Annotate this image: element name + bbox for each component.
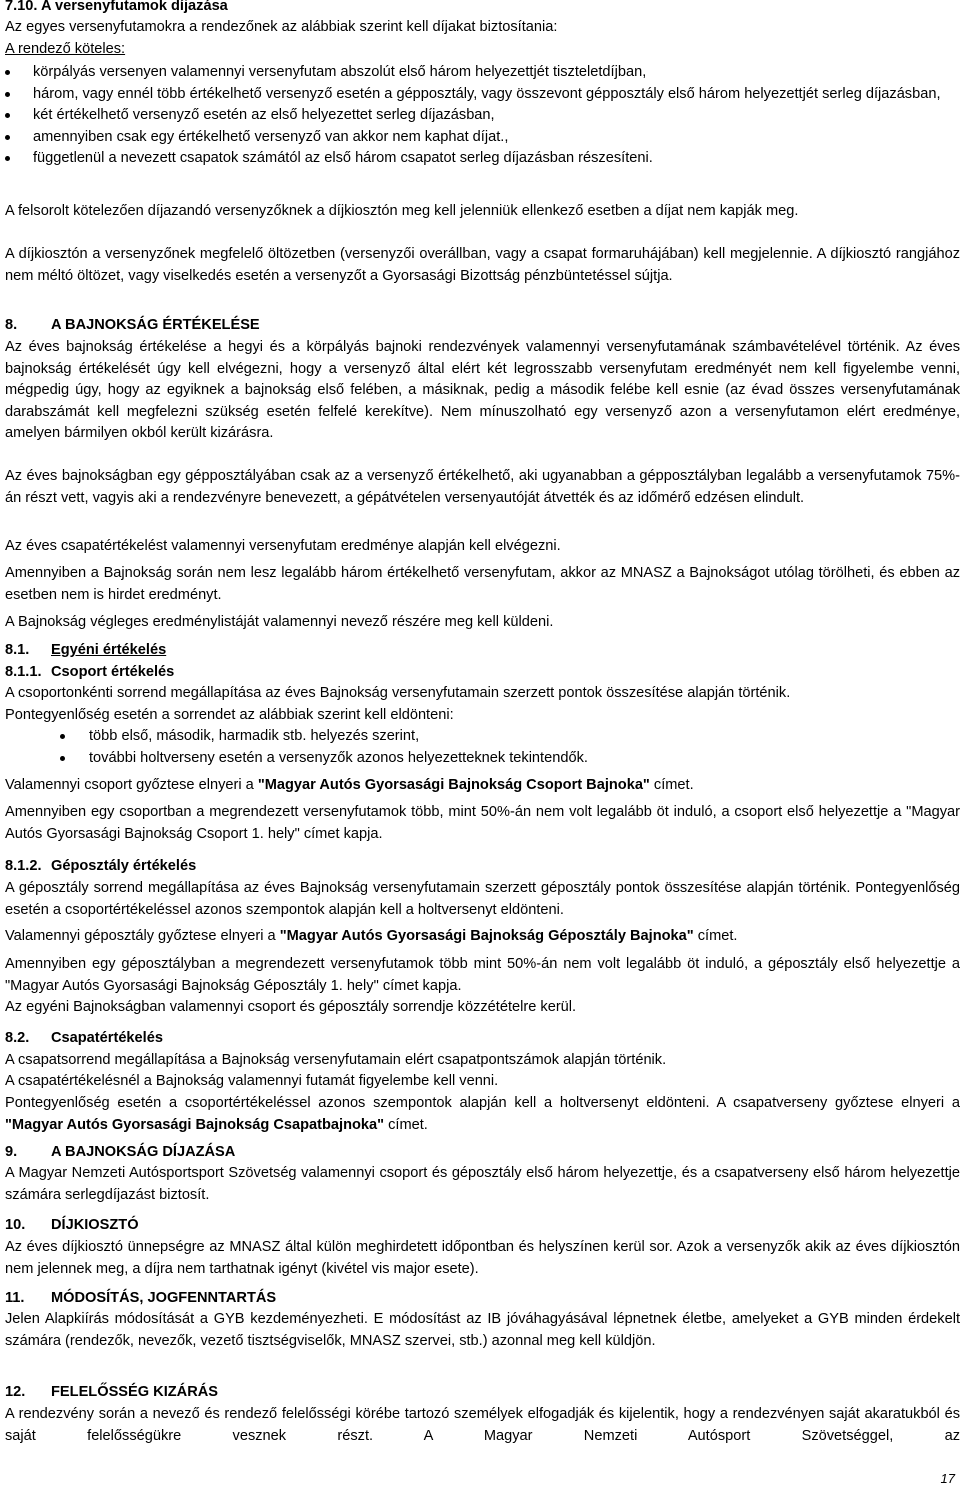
text-run: címet. bbox=[384, 1116, 428, 1133]
list-item: amennyiben csak egy értékelhető versenyző van akkor nem kaphat díjat., bbox=[5, 127, 960, 149]
text-run: Valamennyi géposztály győztese elnyeri a bbox=[5, 928, 280, 944]
list-item: függetlenül a nevezett csapatok számától az első három csapatot serleg díjazásban részesíteni. bbox=[5, 148, 960, 170]
section-8-2-paragraph: A csapatértékelésnél a Bajnokság valamennyi futamát figyelembe kell venni. bbox=[5, 1073, 499, 1089]
section-12-paragraph: A rendezvény során a nevező és rendező felelősségi körébe tartozó személyek elfogadják és kijelentik, hogy a rendezvényen saját akaratukból és saját felelősségükre vesznek részt. A Magyar Nemzeti Autósport Szövetséggel, az bbox=[5, 1406, 960, 1444]
section-8-paragraph: Az éves bajnokság értékelése a hegyi és a körpályás bajnoki rendezvények valamennyi versenyfutamának számbavételével történik. Az éves bajnokság értékelését úgy kell elvégezni, hogy a versenyző által elért két legrosszabb versenyfutam eredményét nem kell figyelembe venni, mégpedig úgy, hogy az egyiknek a bajnokság első felében, a másiknak, pedig a második felébe kell esnie (az évad összes versenyfutamának darabszámát kell megfelezni szükség esetén felfelé kerekítve). Nem mínuszolható egy versenyző azon a versenyfutamon elért eredménye, amelyen bármilyen okból került kizárásra. bbox=[5, 339, 960, 442]
section-title: A BAJNOKSÁG ÉRTÉKELÉSE bbox=[51, 317, 260, 333]
section-11-paragraph: Jelen Alapkiírás módosítását a GYB kezdeményezheti. E módosítást az IB jóváhagyásával lépnetnek életbe, amelyeket a GYB minden érdekelt számára (rendezők, nevezők, vezető tisztségviselők, MNASZ szervei, stb.) azonnal meg kell küldjön. bbox=[5, 1311, 960, 1349]
text-run: címet. bbox=[649, 777, 694, 793]
text-run: címet. bbox=[693, 928, 738, 944]
list-item: két értékelhető versenyző esetén az első helyezettet serleg díjazásban, bbox=[5, 105, 960, 127]
section-9-paragraph: A Magyar Nemzeti Autósportsport Szövetség valamennyi csoport és géposztály első három helyezettje, és a csapatverseny első három helyezettje számára serlegdíjazást biztosít. bbox=[5, 1165, 960, 1203]
section-8-1-1-paragraph bbox=[5, 775, 960, 797]
list-item: körpályás versenyen valamennyi versenyfutam abszolút első három helyezettjét tiszteletdíjban, bbox=[5, 62, 960, 84]
section-7-10-paragraph: A díjkiosztón a versenyzőnek megfelelő öltözetben (versenyzői overállban, vagy a csapat formaruhájában) kell megjelennie. A díjkiosztó rangjához nem méltó öltözet, vagy viselkedés esetén a versenyzőt a Gyorsasági Bizottság pénzbüntetéssel sújtja. bbox=[5, 246, 960, 284]
section-8-1-2-paragraph bbox=[5, 926, 960, 948]
section-number: 8.1.2. bbox=[5, 858, 42, 874]
section-7-10-intro: Az egyes versenyfutamokra a rendezőnek az alábbiak szerint kell díjakat biztosítania: bbox=[5, 19, 558, 35]
section-number: 8.1. bbox=[5, 642, 30, 658]
section-8-1-2-paragraph: A géposztály sorrend megállapítása az éves Bajnokság versenyfutamain szerzett géposztály pontok összesítése alapján történik. Pontegyenlőség esetén a csoportértékeléssel azonos szempontok alapján kell a holtversenyt eldönteni. bbox=[5, 880, 960, 918]
section-number: 12. bbox=[5, 1384, 26, 1400]
section-8-heading bbox=[5, 315, 960, 337]
section-number: 10. bbox=[5, 1217, 26, 1233]
section-7-10-heading: 7.10. A versenyfutamok díjazása bbox=[5, 0, 228, 14]
list-item: további holtverseny esetén a versenyzők azonos helyezetteknek tekintendők. bbox=[5, 748, 960, 770]
section-8-paragraph: A Bajnokság végleges eredménylistáját valamennyi nevező részére meg kell küldeni. bbox=[5, 614, 554, 630]
section-10-heading bbox=[5, 1215, 960, 1237]
section-10-paragraph: Az éves díjkiosztó ünnepségre az MNASZ által külön meghirdetett időpontban és helyszínen kerül sor. Azok a versenyzők akik az éves díjkiosztón nem jelennek meg, a díjra nem tarthatnak igényt (kivétel vis major esete). bbox=[5, 1239, 960, 1277]
section-title: Csoport értékelés bbox=[51, 664, 175, 680]
section-title: A BAJNOKSÁG DÍJAZÁSA bbox=[51, 1144, 236, 1160]
text-run: Valamennyi csoport győztese elnyeri a bbox=[5, 777, 258, 793]
section-number: 9. bbox=[5, 1144, 18, 1160]
section-number: 11. bbox=[5, 1290, 25, 1306]
section-8-1-heading bbox=[5, 640, 960, 662]
list-item: három, vagy ennél több értékelhető versenyző esetén a gépposztály, vagy összevont gépposztály első három helyezettjét serleg díjazásban, bbox=[5, 84, 960, 106]
section-title: DÍJKIOSZTÓ bbox=[51, 1217, 139, 1233]
section-8-paragraph: Amennyiben a Bajnokság során nem lesz legalább három értékelhető versenyfutam, akkor az MNASZ a Bajnokságot utólag törölheti, és ebben az esetben nem is hirdet eredményt. bbox=[5, 565, 960, 603]
section-8-paragraph: Az éves csapatértékelést valamennyi versenyfutam eredménye alapján kell elvégezni. bbox=[5, 538, 561, 554]
text-run: Pontegyenlőség esetén a csoportértékeléssel azonos szempontok alapján kell a holtversenyt eldönteni. A csapatverseny győztese elnyeri a bbox=[5, 1095, 960, 1111]
section-8-1-1-heading bbox=[5, 662, 960, 684]
list-item: több első, második, harmadik stb. helyezés szerint, bbox=[5, 726, 960, 748]
page-number: 17 bbox=[940, 1471, 955, 1486]
section-title: Egyéni értékelés bbox=[51, 642, 167, 658]
section-8-1-2-paragraph: Az egyéni Bajnokságban valamennyi csoport és géposztály sorrendje közzétételre kerül. bbox=[5, 999, 577, 1015]
section-number: 8. bbox=[5, 317, 18, 333]
section-number: 8.1.1. bbox=[5, 664, 42, 680]
section-8-1-1-paragraph: A csoportonkénti sorrend megállapítása az éves Bajnokság versenyfutamain szerzett pontok összesítése alapján történik. bbox=[5, 685, 791, 701]
section-title: Csapatértékelés bbox=[51, 1030, 163, 1046]
section-8-2-heading bbox=[5, 1028, 960, 1050]
section-8-1-1-bullet-list bbox=[5, 726, 960, 769]
section-title: MÓDOSÍTÁS, JOGFENNTARTÁS bbox=[51, 1290, 277, 1306]
section-8-1-2-paragraph: Amennyiben egy géposztályban a megrendezett versenyfutamok több mint 50%-án nem volt legalább öt induló, a géposztály első helyezettje a "Magyar Autós Gyorsasági Bajnokság Géposztály 1. hely" címet kapja. bbox=[5, 956, 960, 994]
section-8-2-paragraph bbox=[5, 1093, 960, 1136]
section-7-10-obliged-label: A rendező köteles: bbox=[5, 41, 126, 57]
section-8-1-1-paragraph: Pontegyenlőség esetén a sorrendet az alábbiak szerint kell eldönteni: bbox=[5, 707, 454, 723]
section-number: 8.2. bbox=[5, 1030, 30, 1046]
section-title: FELELŐSSÉG KIZÁRÁS bbox=[51, 1384, 219, 1400]
section-8-1-1-paragraph: Amennyiben egy csoportban a megrendezett versenyfutamok több, mint 50%-án nem volt legalább öt induló, a csoport első helyezettje a "Magyar Autós Gyorsasági Bajnokság Csoport 1. hely" címet kapja. bbox=[5, 804, 960, 842]
section-8-2-paragraph: A csapatsorrend megállapítása a Bajnokság versenyfutamain elért csapatpontszámok alapján történik. bbox=[5, 1052, 667, 1068]
section-11-heading bbox=[5, 1288, 960, 1310]
section-title: Géposztály értékelés bbox=[51, 858, 197, 874]
section-8-paragraph: Az éves bajnokságban egy gépposztályában csak az a versenyző értékelhető, aki ugyanabban a gépposztályban legalább a versenyfutamok 75%- án részt vett, vagyis aki a rendezvényre benevezett, a gépátvételen versenyautóját átvették és az időmérő edzésen elindult. bbox=[5, 468, 960, 506]
section-7-10-paragraph: A felsorolt kötelezően díjazandó versenyzőknek a díjkiosztón meg kell jelenniük ellenkező esetben a díjat nem kapják meg. bbox=[5, 203, 799, 219]
title-text: "Magyar Autós Gyorsasági Bajnokság Csoport Bajnoka" bbox=[257, 777, 650, 793]
section-8-1-2-heading bbox=[5, 856, 960, 878]
section-9-heading bbox=[5, 1142, 960, 1164]
section-7-10-bullet-list bbox=[5, 62, 960, 170]
section-12-heading bbox=[5, 1382, 960, 1404]
title-text: "Magyar Autós Gyorsasági Bajnokság Géposztály Bajnoka" bbox=[279, 928, 694, 944]
title-text: "Magyar Autós Gyorsasági Bajnokság Csapatbajnoka" bbox=[5, 1116, 385, 1133]
